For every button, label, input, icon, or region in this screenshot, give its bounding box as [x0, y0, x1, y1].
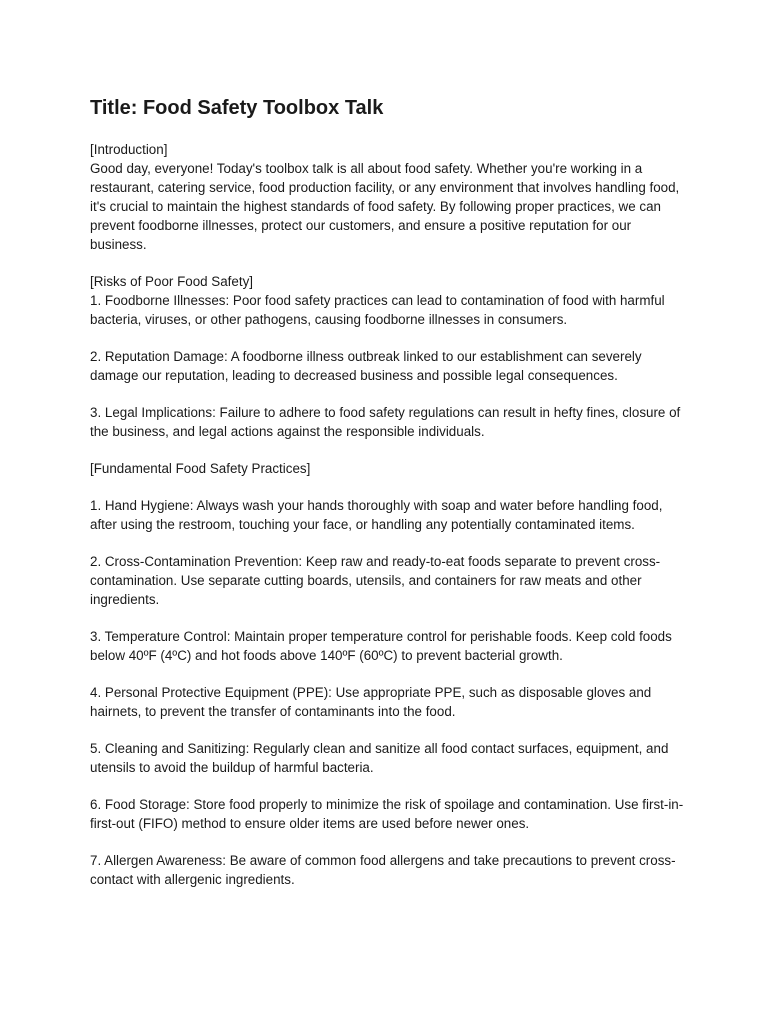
document-title: Title: Food Safety Toolbox Talk — [90, 97, 384, 119]
introduction-paragraph: Good day, everyone! Today's toolbox talk is all about food safety. Whether you're working in a restaurant, catering service, food production facility, or any environment that involves handling food, it's crucial to maintain the highest standards of food safety. By following proper practices, we can prevent foodborne illnesses, protect our customers, and ensure a positive reputation for our business. — [90, 161, 680, 252]
risk-item: 2. Reputation Damage: A foodborne illness outbreak linked to our establishment can severely damage our reputation, leading to decreased business and possible legal consequences. — [90, 349, 642, 383]
practice-item: 2. Cross-Contamination Prevention: Keep raw and ready-to-eat foods separate to prevent cross-contamination. Use separate cutting boards, utensils, and containers for raw meats and other ingredients. — [90, 554, 661, 607]
section-heading-practices: [Fundamental Food Safety Practices] — [90, 461, 311, 476]
section-heading-risks: [Risks of Poor Food Safety] — [90, 274, 253, 289]
practice-item: 1. Hand Hygiene: Always wash your hands thoroughly with soap and water before handling food, after using the restroom, touching your face, or handling any potentially contaminated items. — [90, 498, 663, 532]
risk-item: 1. Foodborne Illnesses: Poor food safety practices can lead to contamination of food with harmful bacteria, viruses, or other pathogens, causing foodborne illnesses in consumers. — [90, 293, 665, 327]
risk-item: 3. Legal Implications: Failure to adhere to food safety regulations can result in hefty fines, closure of the business, and legal actions against the responsible individuals. — [90, 405, 681, 439]
section-heading-introduction: [Introduction] — [90, 142, 168, 157]
practice-item: 7. Allergen Awareness: Be aware of common food allergens and take precautions to prevent cross-contact with allergenic ingredients. — [90, 853, 676, 887]
practice-item: 3. Temperature Control: Maintain proper temperature control for perishable foods. Keep cold foods below 40ºF (4ºC) and hot foods above 140ºF (60ºC) to prevent bacterial growth. — [90, 629, 672, 663]
practice-item: 4. Personal Protective Equipment (PPE): Use appropriate PPE, such as disposable gloves and hairnets, to prevent the transfer of contaminants into the food. — [90, 685, 652, 719]
practice-item: 5. Cleaning and Sanitizing: Regularly clean and sanitize all food contact surfaces, equipment, and utensils to avoid the buildup of harmful bacteria. — [90, 741, 669, 775]
document-page — [90, 94, 690, 907]
practice-item: 6. Food Storage: Store food properly to minimize the risk of spoilage and contamination. Use first-in-first-out (FIFO) method to ensure older items are used before newer ones. — [90, 797, 684, 831]
